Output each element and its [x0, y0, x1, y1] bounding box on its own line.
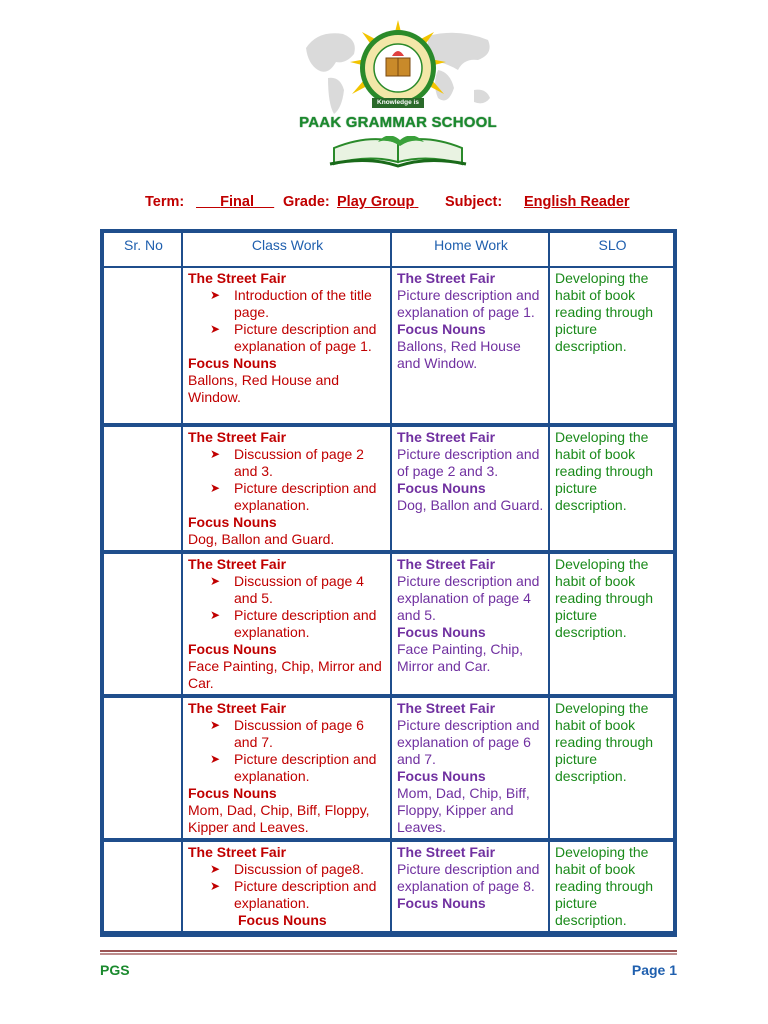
school-logo — [288, 18, 508, 168]
home-work-focus-nouns: Mom, Dad, Chip, Biff, Floppy, Kipper and Leaves. — [397, 785, 530, 835]
table-row — [103, 553, 674, 697]
home-work-focus-label: Focus Nouns — [397, 321, 486, 337]
home-work-focus-label: Focus Nouns — [397, 480, 486, 496]
slo-cell: Developing the habit of book reading through picture description. — [549, 267, 674, 426]
table-row — [103, 841, 674, 934]
home-work-focus-label: Focus Nouns — [397, 624, 486, 640]
class-work-title: The Street Fair — [188, 429, 287, 445]
class-work-focus-label: Focus Nouns — [188, 514, 277, 530]
home-work-description: Picture description and explanation of page 4 and 5. — [397, 573, 540, 623]
slo-cell: Developing the habit of book reading through picture description. — [549, 841, 674, 934]
home-work-focus-nouns: Face Painting, Chip, Mirror and Car. — [397, 641, 524, 674]
class-work-item: ➤ Picture description and explanation. — [210, 480, 377, 513]
home-work-title: The Street Fair — [397, 429, 496, 445]
class-work-focus-nouns: Ballons, Red House and Window. — [188, 372, 339, 405]
home-work-title: The Street Fair — [397, 844, 496, 860]
home-work-title: The Street Fair — [397, 700, 496, 716]
footer-school-code: PGS — [100, 962, 130, 978]
subject-label: Subject: — [445, 194, 503, 210]
class-work-item: ➤ Introduction of the title page. — [210, 287, 372, 320]
slo-cell: Developing the habit of book reading through picture description. — [549, 553, 674, 697]
class-work-list — [188, 446, 387, 514]
arrow-bullet-icon: ➤ — [210, 481, 221, 495]
class-work-list — [188, 287, 387, 355]
arrow-bullet-icon: ➤ — [210, 718, 221, 732]
arrow-bullet-icon: ➤ — [210, 608, 221, 622]
arrow-bullet-icon: ➤ — [210, 574, 221, 588]
arrow-bullet-icon: ➤ — [210, 752, 221, 766]
lesson-plan-table — [100, 229, 677, 937]
class-work-focus-nouns: Mom, Dad, Chip, Biff, Floppy, Kipper and Leaves. — [188, 802, 370, 835]
term-value: Final — [220, 194, 255, 210]
class-work-title: The Street Fair — [188, 556, 287, 572]
logo-motto: Knowledge is light — [377, 99, 419, 116]
arrow-bullet-icon: ➤ — [210, 288, 221, 302]
class-work-item: ➤ Discussion of page 4 and 5. — [210, 573, 364, 606]
table-row — [103, 267, 674, 426]
home-work-description: Picture description and explanation of page 8. — [397, 861, 540, 894]
class-work-cell — [182, 841, 391, 934]
term-grade-subject-line — [0, 194, 768, 214]
class-work-title: The Street Fair — [188, 270, 287, 286]
class-work-cell — [182, 426, 391, 553]
class-work-list — [188, 717, 387, 785]
table-row — [103, 697, 674, 841]
class-work-focus-label: Focus Nouns — [188, 355, 277, 371]
footer-divider — [100, 950, 677, 956]
home-work-title: The Street Fair — [397, 270, 496, 286]
class-work-focus-label: Focus Nouns — [188, 785, 277, 801]
arrow-bullet-icon: ➤ — [210, 322, 221, 336]
class-work-item: ➤ Discussion of page 6 and 7. — [210, 717, 364, 750]
table-header-row — [103, 232, 674, 267]
home-work-focus-nouns: Dog, Ballon and Guard. — [397, 497, 544, 513]
home-work-description: Picture description and of page 2 and 3. — [397, 446, 540, 479]
grade-label: Grade: — [283, 194, 330, 210]
class-work-focus-label: Focus Nouns — [238, 912, 327, 928]
sr-no-cell — [103, 267, 182, 426]
page-number: Page 1 — [631, 962, 677, 978]
class-work-title: The Street Fair — [188, 844, 287, 860]
home-work-focus-label: Focus Nouns — [397, 895, 486, 911]
column-header-class-work: Class Work — [182, 232, 391, 267]
class-work-cell — [182, 553, 391, 697]
home-work-cell — [391, 267, 549, 426]
home-work-description: Picture description and explanation of page 1. — [397, 287, 540, 320]
home-work-cell — [391, 697, 549, 841]
class-work-cell — [182, 697, 391, 841]
class-work-list — [188, 861, 387, 912]
class-work-item: ➤ Picture description and explanation of page 1. — [210, 321, 377, 354]
class-work-item: ➤ Picture description and explanation. — [210, 878, 377, 911]
home-work-description: Picture description and explanation of page 6 and 7. — [397, 717, 540, 767]
column-header-home-work: Home Work — [391, 232, 549, 267]
class-work-focus-label: Focus Nouns — [188, 641, 277, 657]
class-work-item: ➤ Discussion of page8. — [210, 861, 364, 877]
class-work-focus-nouns: Face Painting, Chip, Mirror and Car. — [188, 658, 382, 691]
class-work-cell — [182, 267, 391, 426]
class-work-title: The Street Fair — [188, 700, 287, 716]
table-row — [103, 426, 674, 553]
class-work-item: ➤ Picture description and explanation. — [210, 607, 377, 640]
home-work-focus-nouns: Ballons, Red House and Window. — [397, 338, 521, 371]
school-name: PAAK GRAMMAR SCHOOL — [299, 114, 497, 131]
home-work-cell — [391, 426, 549, 553]
slo-cell: Developing the habit of book reading through picture description. — [549, 697, 674, 841]
column-header-slo: SLO — [549, 232, 674, 267]
class-work-item: ➤ Picture description and explanation. — [210, 751, 377, 784]
class-work-focus-nouns: Dog, Ballon and Guard. — [188, 531, 335, 547]
grade-value: Play Group — [337, 194, 415, 210]
term-label: Term: — [145, 194, 185, 210]
subject-value: English Reader — [524, 194, 630, 210]
home-work-focus-label: Focus Nouns — [397, 768, 486, 784]
home-work-cell — [391, 553, 549, 697]
arrow-bullet-icon: ➤ — [210, 447, 221, 461]
sr-no-cell — [103, 697, 182, 841]
arrow-bullet-icon: ➤ — [210, 862, 221, 876]
slo-cell: Developing the habit of book reading through picture description. — [549, 426, 674, 553]
sr-no-cell — [103, 426, 182, 553]
class-work-item: ➤ Discussion of page 2 and 3. — [210, 446, 364, 479]
sr-no-cell — [103, 841, 182, 934]
sr-no-cell — [103, 553, 182, 697]
home-work-title: The Street Fair — [397, 556, 496, 572]
open-book-icon — [328, 136, 468, 168]
column-header-sr-no: Sr. No — [103, 232, 182, 267]
class-work-list — [188, 573, 387, 641]
arrow-bullet-icon: ➤ — [210, 879, 221, 893]
home-work-cell — [391, 841, 549, 934]
